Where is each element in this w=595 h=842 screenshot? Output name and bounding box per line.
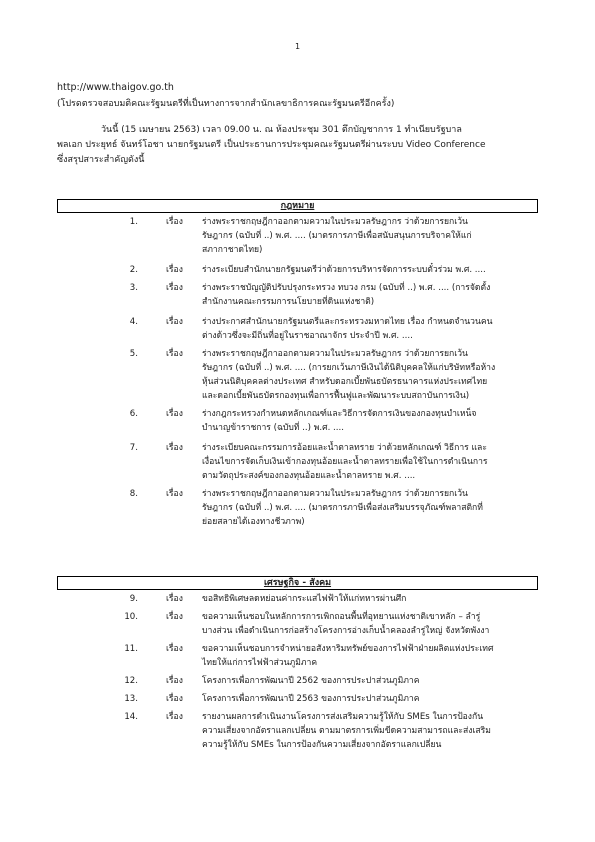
agenda-item [0, 692, 595, 706]
agenda-item-text [202, 642, 547, 670]
agenda-item-keyword: เรื่อง [166, 489, 183, 499]
agenda-item [0, 347, 595, 403]
agenda-item [0, 642, 595, 670]
agenda-item-text [202, 487, 547, 529]
agenda-item-text [202, 441, 547, 483]
economy-society-agenda-list [0, 592, 595, 752]
agenda-item-line: รัษฎากร (ฉบับที่ ..) พ.ศ. .... (การยกเว้นภาษีเงินได้นิติบุคคลให้แก่บริษัทหรือห้าง [202, 363, 496, 373]
agenda-item-line: ขอสิทธิพิเศษลดหย่อนค่ากระแสไฟฟ้าให้แก่ทหารผ่านศึก [202, 594, 407, 604]
agenda-item-text [202, 281, 547, 309]
agenda-item-line: บางส่วน เพื่อดำเนินการก่อสร้างโครงการอ่างเก็บน้ำคลองลำรู่ใหญ่ จังหวัดพังงา [202, 626, 490, 636]
section-header-law [57, 199, 538, 213]
agenda-item-line: รัษฎากร (ฉบับที่ ..) พ.ศ. .... (มาตรการภาษีเพื่อสนับสนุนการบริจาคให้แก่ [202, 231, 472, 241]
agenda-item-line: ความเสี่ยงจากอัตราแลกเปลี่ยน ตามมาตรการเพิ่มขีดความสามารถและส่งเสริม [202, 726, 491, 736]
agenda-item-line: ร่างระเบียบสำนักนายกรัฐมนตรีว่าด้วยการบริหารจัดการระบบตั๋วร่วม พ.ศ. .... [202, 265, 486, 275]
agenda-item-number: 13. [124, 694, 138, 704]
agenda-item-line: ความรู้ให้กับ SMEs ในการป้องกันความเสี่ยงจากอัตราแลกเปลี่ยน [202, 740, 442, 750]
agenda-item-text [202, 710, 547, 752]
agenda-item-text [202, 592, 547, 606]
agenda-item-line: ร่างระเบียบคณะกรรมการอ้อยและน้ำตาลทราย ว่าด้วยหลักเกณฑ์ วิธีการ และ [202, 443, 487, 453]
agenda-item-text [202, 347, 547, 403]
agenda-item-number: 7. [129, 443, 138, 453]
verification-note: (โปรดตรวจสอบมติคณะรัฐมนตรีที่เป็นทางการจากสำนักเลขาธิการคณะรัฐมนตรีอีกครั้ง) [57, 99, 395, 109]
agenda-item-line: ร่างประกาศสำนักนายกรัฐมนตรีและกระทรวงมหาดไทย เรื่อง กำหนดจำนวนคน [202, 317, 493, 327]
agenda-item-line: ขอความเห็นชอบในหลักการการเพิกถอนพื้นที่อุทยานแห่งชาติเขาหลัก – ลำรู่ [202, 612, 481, 622]
agenda-item-line: เงื่อนไขการจัดเก็บเงินเข้ากองทุนอ้อยและน้ำตาลทรายเพื่อใช้ในการดำเนินการ [202, 457, 488, 467]
agenda-item-line: ไทยให้แก่การไฟฟ้าส่วนภูมิภาค [202, 658, 318, 668]
agenda-item-keyword: เรื่อง [166, 612, 183, 622]
agenda-item-keyword: เรื่อง [166, 317, 183, 327]
agenda-item-line: บำนาญข้าราชการ (ฉบับที่ ..) พ.ศ. .... [202, 423, 344, 433]
law-agenda-list [0, 215, 595, 529]
agenda-item-keyword: เรื่อง [166, 644, 183, 654]
agenda-item [0, 407, 595, 435]
agenda-item [0, 215, 595, 257]
agenda-item-line: สำนักงานคณะกรรมการนโยบายที่ดินแห่งชาติ) [202, 297, 375, 307]
agenda-item [0, 281, 595, 309]
agenda-item-keyword: เรื่อง [166, 217, 183, 227]
agenda-item-line: สภากาชาดไทย) [202, 245, 263, 255]
agenda-item-line: ร่างพระราชกฤษฎีกาออกตามความในประมวลรัษฎากร ว่าด้วยการยกเว้น [202, 489, 468, 499]
agenda-item-number: 6. [129, 409, 138, 419]
agenda-item-number: 9. [129, 594, 138, 604]
agenda-item-text [202, 263, 547, 277]
agenda-item-line: ขอความเห็นชอบการจำหน่ายอสังหาริมทรัพย์ของการไฟฟ้าฝ่ายผลิตแห่งประเทศ [202, 644, 494, 654]
agenda-item-text [202, 215, 547, 257]
agenda-item-line: รายงานผลการดำเนินงานโครงการส่งเสริมความรู้ให้กับ SMEs ในการป้องกัน [202, 712, 484, 722]
agenda-item-line: ต่างด้าวซึ่งจะมีถิ่นที่อยู่ในราชอาณาจักร ประจำปี พ.ศ. .... [202, 331, 413, 341]
agenda-item-line: ร่างพระราชกฤษฎีกาออกตามความในประมวลรัษฎากร ว่าด้วยการยกเว้น [202, 217, 468, 227]
agenda-item-line: ย่อยสลายได้เองทางชีวภาพ) [202, 517, 305, 527]
section-title: เศรษฐกิจ - สังคม [263, 578, 332, 588]
agenda-item [0, 610, 595, 638]
agenda-item-line: ตามวัตถุประสงค์ของกองทุนอ้อยและน้ำตาลทราย พ.ศ. .... [202, 471, 416, 481]
agenda-item-line: หุ้นส่วนนิติบุคคลต่างประเทศ สำหรับดอกเบี้ยพันธบัตรธนาคารแห่งประเทศไทย [202, 377, 488, 387]
agenda-item [0, 441, 595, 483]
source-url[interactable]: http://www.thaigov.go.th [57, 82, 174, 93]
agenda-item-keyword: เรื่อง [166, 676, 183, 686]
agenda-item [0, 592, 595, 606]
page-number: 1 [294, 42, 301, 51]
agenda-item-keyword: เรื่อง [166, 409, 183, 419]
agenda-item-number: 5. [129, 349, 138, 359]
agenda-item [0, 263, 595, 277]
agenda-item [0, 315, 595, 343]
agenda-item-line: รัษฎากร (ฉบับที่ ..) พ.ศ. .... (มาตรการภาษีเพื่อส่งเสริมบรรจุภัณฑ์พลาสติกที่ [202, 503, 483, 513]
agenda-item-line: ร่างกฎกระทรวงกำหนดหลักเกณฑ์และวิธีการจัดการเงินของกองทุนบำเหน็จ [202, 409, 477, 419]
section-title: กฎหมาย [280, 201, 315, 211]
agenda-item-keyword: เรื่อง [166, 265, 183, 275]
agenda-item-number: 14. [124, 712, 138, 722]
agenda-item-keyword: เรื่อง [166, 712, 183, 722]
agenda-item-text [202, 407, 547, 435]
intro-line: วันนี้ (15 เมษายน 2563) เวลา 09.00 น. ณ ห้องประชุม 301 ตึกบัญชาการ 1 ทำเนียบรัฐบาล [101, 125, 462, 135]
agenda-item-number: 11. [124, 644, 138, 654]
agenda-item-keyword: เรื่อง [166, 594, 183, 604]
agenda-item-number: 4. [129, 317, 138, 327]
agenda-item-text [202, 674, 547, 688]
agenda-item-line: ร่างพระราชบัญญัติปรับปรุงกระทรวง ทบวง กรม (ฉบับที่ ..) พ.ศ. .... (การจัดตั้ง [202, 283, 491, 293]
agenda-item-number: 12. [124, 676, 138, 686]
agenda-item-number: 3. [129, 283, 138, 293]
agenda-item-keyword: เรื่อง [166, 694, 183, 704]
agenda-item-number: 1. [129, 217, 138, 227]
agenda-item-keyword: เรื่อง [166, 349, 183, 359]
agenda-item-text [202, 692, 547, 706]
intro-paragraph [57, 123, 547, 168]
agenda-item-line: โครงการเพื่อการพัฒนาปี 2563 ของการประปาส่วนภูมิภาค [202, 694, 420, 704]
intro-line: พลเอก ประยุทธ์ จันทร์โอชา นายกรัฐมนตรี เป็นประธานการประชุมคณะรัฐมนตรีผ่านระบบ Video Conference [57, 140, 486, 150]
agenda-item-text [202, 315, 547, 343]
agenda-item-keyword: เรื่อง [166, 443, 183, 453]
agenda-item-text [202, 610, 547, 638]
agenda-item [0, 487, 595, 529]
agenda-item-number: 2. [129, 265, 138, 275]
agenda-item-line: ร่างพระราชกฤษฎีกาออกตามความในประมวลรัษฎากร ว่าด้วยการยกเว้น [202, 349, 468, 359]
agenda-item-number: 8. [129, 489, 138, 499]
agenda-item-number: 10. [124, 612, 138, 622]
agenda-item-line: โครงการเพื่อการพัฒนาปี 2562 ของการประปาส่วนภูมิภาค [202, 676, 420, 686]
agenda-item-line: และดอกเบี้ยพันธบัตรกองทุนเพื่อการฟื้นฟูและพัฒนาระบบสถาบันการเงิน) [202, 391, 470, 401]
agenda-item-keyword: เรื่อง [166, 283, 183, 293]
section-header-economy-society [57, 576, 538, 590]
agenda-item [0, 710, 595, 752]
agenda-item [0, 674, 595, 688]
intro-line: ซึ่งสรุปสาระสำคัญดังนี้ [57, 155, 145, 165]
